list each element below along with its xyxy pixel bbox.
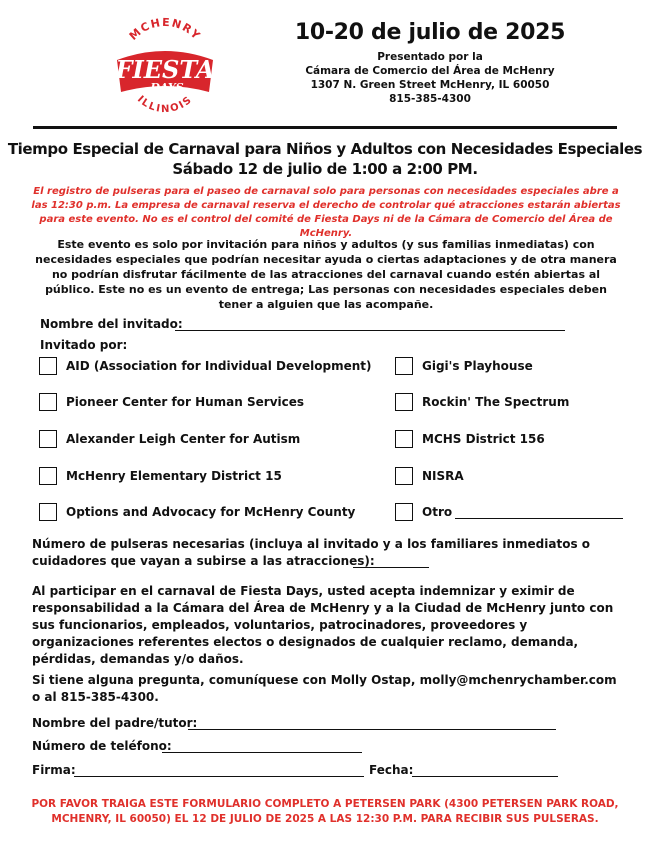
logo-brand-line2: DAYS (150, 81, 184, 94)
option-pioneer-center-label: Pioneer Center for Human Services (66, 395, 305, 409)
option-nisra-label: NISRA (422, 469, 464, 483)
signature-label: Firma: (32, 763, 76, 777)
checkbox-mchs-156[interactable] (395, 430, 413, 448)
date-label: Fecha: (369, 763, 414, 777)
event-title: Tiempo Especial de Carnaval para Niños y Adultos con Necesidades Especiales (7, 140, 643, 158)
checkbox-rockin-spectrum[interactable] (395, 393, 413, 411)
phone-field[interactable] (162, 738, 362, 753)
contact-paragraph: Si tiene alguna pregunta, comuníquese con Molly Ostap, molly@mchenrychamber.com o al 815-385-4300. (32, 673, 617, 704)
logo-bottom-text: ILLINOIS (135, 93, 195, 116)
option-options-advocacy-label: Options and Advocacy for McHenry County (66, 505, 356, 519)
event-date-range: 10-20 de julio de 2025 (294, 20, 566, 45)
organizer-name: Cámara de Comercio del Área de McHenry (305, 65, 555, 77)
guest-name-field[interactable] (175, 316, 565, 331)
invited-by-label: Invitado por: (40, 338, 128, 352)
presented-by: Presentado por la (377, 51, 483, 63)
svg-text:MCHENRY (127, 16, 204, 43)
guest-name-label: Nombre del invitado: (40, 317, 183, 331)
checkbox-pioneer-center[interactable] (39, 393, 57, 411)
option-gigis-playhouse-label: Gigi's Playhouse (422, 359, 533, 373)
option-alexander-leigh-label: Alexander Leigh Center for Autism (66, 432, 301, 446)
date-field[interactable] (412, 762, 558, 777)
organizer-address: 1307 N. Green Street McHenry, IL 60050 (310, 79, 550, 91)
logo-top-text: MCHENRY (126, 15, 204, 43)
checkbox-options-advocacy[interactable] (39, 503, 57, 521)
checkbox-mchenry-elementary[interactable] (39, 467, 57, 485)
wristbands-count-field[interactable] (353, 553, 429, 568)
option-mchs-156-label: MCHS District 156 (422, 432, 545, 446)
checkbox-otro[interactable] (395, 503, 413, 521)
wristbands-label-line1: Número de pulseras necesarias (incluya al invitado y a los familiares inmediatos o (32, 537, 591, 551)
wristbands-label-line2: cuidadores que vayan a subirse a las atracciones): (32, 554, 375, 568)
otro-field[interactable] (455, 504, 623, 519)
organizer-phone: 815-385-4300 (389, 93, 471, 105)
waiver-paragraph: Al participar en el carnaval de Fiesta Days, usted acepta indemnizar y eximir de responsabilidad a la Cámara del Área de McHenry y a la Ciudad de McHenry junto con sus funcionarios, empleados, voluntarios, patrocinadores, proveedores y organizaciones referentes electos o designados de cualquier reclamo, demanda, pérdidas, demandas y/o daños. (32, 584, 614, 666)
notice-red: El registro de pulseras para el paseo de carnaval solo para personas con necesidades especiales abre a las 12:30 p.m. La empresa de carnaval reserva el derecho de controlar qué atracciones estarán abiertas para este evento. No es el control del comité de Fiesta Days ni de la Cámara de Comercio del Área de McHenry. (31, 186, 621, 239)
footer-instructions: POR FAVOR TRAIGA ESTE FORMULARIO COMPLETO A PETERSEN PARK (4300 PETERSEN PARK ROAD, MCHENRY, IL 60050) EL 12 DE JULIO DE 2025 A LAS 12:30 P.M. PARA RECIBIR SUS PULSERAS. (31, 798, 619, 825)
option-otro-label: Otro (422, 505, 453, 519)
header-divider (33, 126, 617, 129)
phone-label: Número de teléfono: (32, 739, 172, 753)
parent-name-field[interactable] (188, 715, 556, 730)
option-aid-label: AID (Association for Individual Development) (66, 359, 372, 373)
intro-paragraph: Este evento es solo por invitación para niños y adultos (y sus familias inmediatas) con necesidades especiales que podrían necesitar ayuda o ciertas adaptaciones y de otra manera no podrían disfrutar fácilmente de las atracciones del carnaval cuando estén abiertas al público. Este no es un evento de entrega; Las personas con necesidades especiales deben tener a alguien que las acompañe. (35, 238, 617, 311)
signature-field[interactable] (74, 762, 364, 777)
option-mchenry-elementary-label: McHenry Elementary District 15 (66, 469, 282, 483)
fiesta-days-logo (103, 8, 227, 124)
option-rockin-spectrum-label: Rockin' The Spectrum (422, 395, 570, 409)
svg-text:ILLINOIS (135, 94, 195, 115)
checkbox-aid[interactable] (39, 357, 57, 375)
logo-brand-line1: FIESTA (115, 55, 215, 84)
event-time: Sábado 12 de julio de 1:00 a 2:00 PM. (172, 160, 478, 178)
checkbox-alexander-leigh[interactable] (39, 430, 57, 448)
parent-name-label: Nombre del padre/tutor: (32, 716, 198, 730)
checkbox-gigis-playhouse[interactable] (395, 357, 413, 375)
checkbox-nisra[interactable] (395, 467, 413, 485)
